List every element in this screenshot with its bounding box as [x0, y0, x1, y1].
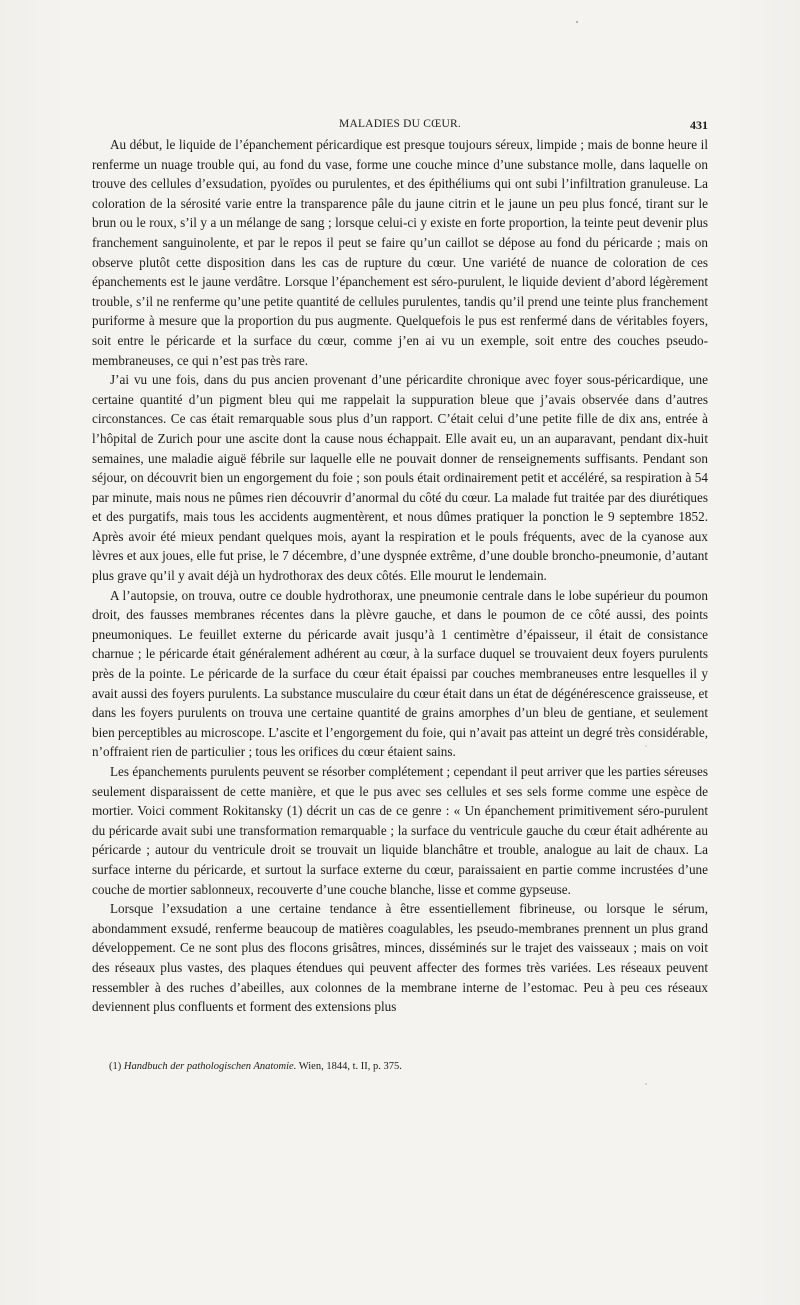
running-head: [92, 118, 708, 134]
paragraph: Les épanchements purulents peuvent se résorber complétement ; cependant il peut arriver que les parties séreuses seulement disparaissent de cette manière, et que le pus avec ses cellules et ses sels forme comme une espèce de mortier. Voici comment Rokitansky (1) décrit un cas de ce genre : « Un épanchement primitivement séro-purulent du péricarde avait subi une transformation remarquable ; la surface du ventricule gauche du cœur était adhérente au péricarde ; autour du ventricule droit se trouvait un liquide blanchâtre et trouble, analogue au lait de chaux. La surface interne du péricarde, et surtout la surface externe du cœur, paraissaient en partie comme incrustées d’une couche de mortier sablonneux, recouverte d’une couche blanche, lisse et comme gypseuse.: [92, 764, 708, 897]
body-text: [92, 135, 708, 1017]
paragraph: Lorsque l’exsudation a une certaine tendance à être essentiellement fibrineuse, ou lorsque le sérum, abondamment exsudé, renferme beaucoup de matières coagulables, les pseudo-membranes prennent un plus grand développement. Ce ne sont plus des flocons grisâtres, minces, disséminés sur le trajet des vaisseaux ; mais on voit des réseaux plus vastes, des plaques étendues qui peuvent affecter des formes très variées. Les réseaux peuvent ressembler à des ruches d’abeilles, aux colonnes de la membrane interne de l’estomac. Peu à peu ces réseaux deviennent plus confluents et forment des extensions plus: [92, 901, 708, 1015]
footnote-citation: Wien, 1844, t. II, p. 375.: [298, 1061, 402, 1072]
footnote-title: Handbuch der pathologischen Anatomie.: [123, 1061, 297, 1072]
footnote: [109, 1060, 708, 1074]
page-number: 431: [690, 118, 708, 132]
paragraph: Au début, le liquide de l’épanchement péricardique est presque toujours séreux, limpide ; mais de bonne heure il renferme un nuage trouble qui, au fond du vase, forme une couche mince d’une substance molle, dans laquelle on trouve des cellules d’exsudation, pyoïdes ou purulentes, et des épithéliums qui ont subi l’infiltration granuleuse. La coloration de la sérosité varie entre la transparence pâle du jaune citrin et le jaune un peu plus foncé, tirant sur le brun ou le roux, s’il y a un mélange de sang ; lorsque celui-ci y existe en forte proportion, la teinte peut devenir plus franchement sanguinolente, et par le repos il peut se faire qu’un caillot se dépose au fond du péricarde ; mais on observe plutôt cette disposition dans les cas de rupture du cœur. Une variété de nuance de coloration de ces épanchements est le jaune verdâtre. Lorsque l’épanchement est séro-purulent, le liquide devient d’abord légèrement trouble, s’il ne renferme qu’une petite quantité de cellules purulentes, tandis qu’il prend une teinte plus franchement puriforme à mesure que la proportion du pus augmente. Quelquefois le pus est renfermé dans de véritables foyers, soit entre le péricarde et la surface du cœur, comme j’en ai vu un exemple, soit entre des couches pseudo-membraneuses, ce qui n’est pas très rare.: [92, 137, 708, 368]
footnote-marker: (1): [109, 1061, 122, 1072]
running-title: MALADIES DU CŒUR.: [339, 118, 461, 130]
paragraph: J’ai vu une fois, dans du pus ancien provenant d’une péricardite chronique avec foyer sous-péricardique, une certaine quantité d’un pigment bleu qui me rappelait la suppuration bleue que j’avais observée dans d’autres circonstances. Ce cas était remarquable sous plus d’un rapport. C’était celui d’une petite fille de dix ans, entrée à l’hôpital de Zurich pour une ascite dont la cause nous échappait. Elle avait eu, un an auparavant, pendant dix-huit semaines, une maladie aiguë fébrile sur laquelle elle ne pouvait donner de renseignements suffisants. Pendant son séjour, on découvrit bien un engorgement du foie ; son pouls était ordinairement petit et accéléré, sa respiration à 54 par minute, mais nous ne pûmes rien découvrir d’anormal du côté du cœur. La malade fut traitée par des diurétiques et des purgatifs, mais tous les accidents augmentèrent, et nous dûmes pratiquer la ponction le 9 septembre 1852. Après avoir été mieux pendant quelques mois, ayant la respiration et le pouls fréquents, avec de la cyanose aux lèvres et aux joues, elle fut prise, le 7 décembre, d’une dyspnée extrême, d’une double broncho-pneumonie, d’autant plus grave qu’il y avait déjà un hydrothorax des deux côtés. Elle mourut le lendemain.: [92, 372, 708, 584]
paragraph: A l’autopsie, on trouva, outre ce double hydrothorax, une pneumonie centrale dans le lobe supérieur du poumon droit, des fausses membranes récentes dans la plèvre gauche, et dans le poumon de ce côté aussi, des points pneumoniques. Le feuillet externe du péricarde avait jusqu’à 1 centimètre d’épaisseur, il était de consistance charnue ; le péricarde était généralement adhérent au cœur, à la surface duquel se trouvaient deux foyers purulents près de la pointe. Le péricarde de la surface du cœur était épaissi par couches membraneuses entre lesquelles il y avait aussi des foyers purulents. La substance musculaire du cœur était dans un état de dégénérescence graisseuse, et dans les foyers purulents on trouva une certaine quantité de grains amorphes d’un bleu de gentiane, et seulement bien perceptibles au microscope. L’ascite et l’engorgement du foie, qui n’avait pas atteint un degré très considérable, n’offraient rien de particulier ; tous les orifices du cœur étaient sains.: [92, 587, 708, 760]
